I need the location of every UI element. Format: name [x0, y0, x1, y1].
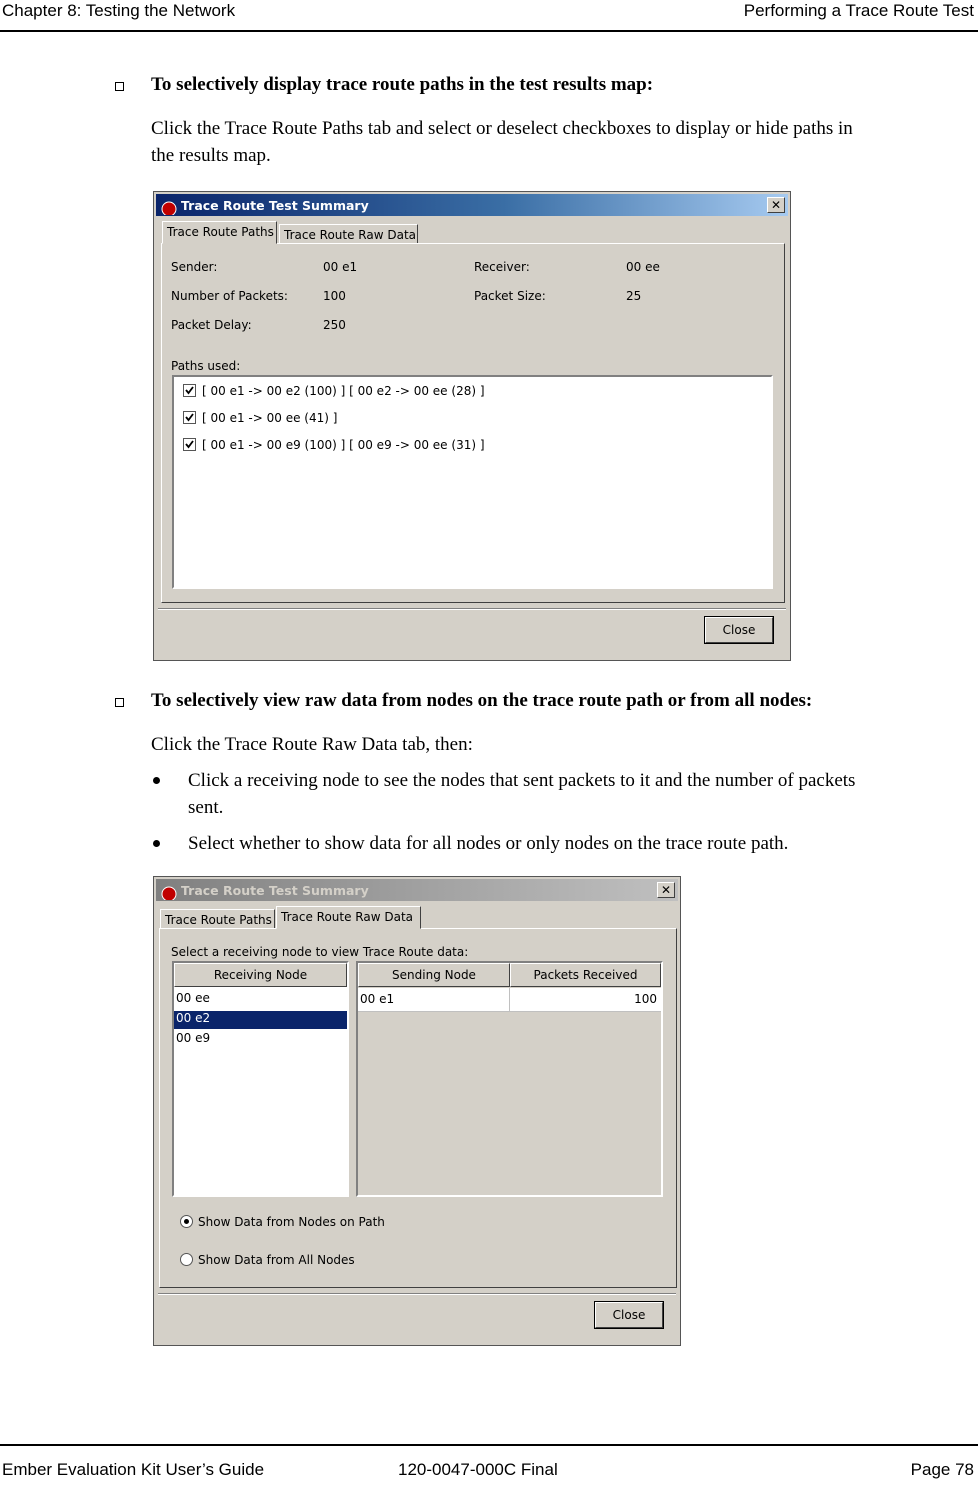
packet-delay-label: Packet Delay:	[171, 318, 252, 332]
tab-trace-route-paths[interactable]: Trace Route Paths	[160, 909, 275, 929]
paths-list	[172, 375, 773, 589]
page-number: Page 78	[910, 1460, 974, 1479]
square-bullet-icon	[115, 82, 124, 91]
close-icon[interactable]: ✕	[657, 882, 675, 898]
bullet1-line2: sent.	[188, 797, 224, 818]
section1-paragraph-line1: Click the Trace Route Paths tab and select or deselect checkboxes to display or hide paths in	[151, 118, 853, 139]
section2-heading: To selectively view raw data from nodes on the trace route path or from all nodes:	[151, 690, 813, 711]
path-item-label: [ 00 e1 -> 00 ee (41) ]	[202, 411, 338, 425]
sender-label: Sender:	[171, 260, 218, 274]
receiving-node-item[interactable]: 00 ee	[176, 991, 210, 1005]
radio-nodes-on-path-label: Show Data from Nodes on Path	[198, 1215, 385, 1229]
tab-panel	[161, 243, 785, 603]
close-button[interactable]: Close	[595, 1302, 663, 1328]
app-icon	[161, 884, 177, 900]
radio-selected-dot	[184, 1219, 189, 1224]
tab-trace-route-raw-data[interactable]: Trace Route Raw Data	[279, 224, 418, 244]
square-bullet-icon	[115, 698, 124, 707]
trace-route-summary-dialog-raw-data	[153, 876, 681, 1346]
section1-heading: To selectively display trace route paths in the test results map:	[151, 74, 654, 95]
page-header	[0, 0, 978, 32]
packet-delay-value: 250	[323, 318, 346, 332]
trace-route-summary-dialog-paths	[153, 191, 791, 661]
receiving-node-item-selected[interactable]: 00 e2	[174, 1011, 347, 1029]
bullet2-text: Select whether to show data for all nodes or only nodes on the trace route path.	[188, 833, 789, 854]
packet-size-label: Packet Size:	[474, 289, 546, 303]
section2-paragraph: Click the Trace Route Raw Data tab, then:	[151, 734, 473, 755]
packet-size-value: 25	[626, 289, 642, 303]
receiver-value: 00 ee	[626, 260, 660, 274]
dialog-title: Trace Route Test Summary	[181, 883, 369, 898]
sending-node-table	[356, 961, 663, 1197]
tab-trace-route-paths[interactable]: Trace Route Paths	[162, 221, 277, 244]
path-item-label: [ 00 e1 -> 00 e9 (100) ] [ 00 e9 -> 00 ee (31) ]	[202, 438, 485, 452]
path-checkbox[interactable]	[183, 384, 196, 397]
dialog-separator	[158, 1293, 676, 1295]
packets-value: 100	[323, 289, 346, 303]
round-bullet-icon	[153, 777, 160, 784]
radio-all-nodes[interactable]	[180, 1253, 193, 1266]
app-icon	[161, 199, 177, 215]
dialog-title-bar	[156, 194, 788, 216]
receiving-node-prompt: Select a receiving node to view Trace Route data:	[171, 945, 469, 959]
guide-title: Ember Evaluation Kit User’s Guide	[2, 1460, 265, 1479]
section-title: Performing a Trace Route Test	[743, 1, 974, 20]
bullet1-line1: Click a receiving node to see the nodes that sent packets to it and the number of packets	[188, 770, 856, 791]
document-number: 120-0047-000C Final	[398, 1460, 558, 1479]
tab-panel	[159, 928, 677, 1288]
dialog-title: Trace Route Test Summary	[181, 198, 369, 213]
close-button[interactable]: Close	[705, 617, 773, 643]
path-checkbox[interactable]	[183, 411, 196, 424]
section1-paragraph-line2: the results map.	[151, 145, 271, 166]
sending-node-cell[interactable]: 00 e1	[358, 988, 510, 1012]
round-bullet-icon	[153, 840, 160, 847]
receiver-label: Receiver:	[474, 260, 530, 274]
receiving-node-column-header[interactable]: Receiving Node	[174, 963, 347, 987]
packets-label: Number of Packets:	[171, 289, 288, 303]
checkmark-icon	[184, 439, 195, 450]
receiving-node-item[interactable]: 00 e9	[176, 1031, 211, 1045]
receiving-node-list	[172, 961, 349, 1197]
dialog-title-bar	[156, 879, 678, 901]
chapter-title: Chapter 8: Testing the Network	[2, 1, 236, 20]
sending-node-column-header[interactable]: Sending Node	[358, 963, 510, 987]
dialog-separator	[158, 608, 786, 610]
checkmark-icon	[184, 385, 195, 396]
radio-all-nodes-label: Show Data from All Nodes	[198, 1253, 355, 1267]
close-icon[interactable]: ✕	[767, 197, 785, 213]
tab-trace-route-raw-data[interactable]: Trace Route Raw Data	[276, 906, 421, 929]
checkmark-icon	[184, 412, 195, 423]
path-checkbox[interactable]	[183, 438, 196, 451]
packets-received-column-header[interactable]: Packets Received	[510, 963, 661, 987]
page-footer	[0, 1444, 978, 1485]
packets-received-cell[interactable]: 100	[510, 988, 661, 1012]
sender-value: 00 e1	[323, 260, 358, 274]
path-item-label: [ 00 e1 -> 00 e2 (100) ] [ 00 e2 -> 00 ee (28) ]	[202, 384, 485, 398]
paths-used-label: Paths used:	[171, 359, 241, 373]
radio-nodes-on-path[interactable]	[180, 1215, 193, 1228]
